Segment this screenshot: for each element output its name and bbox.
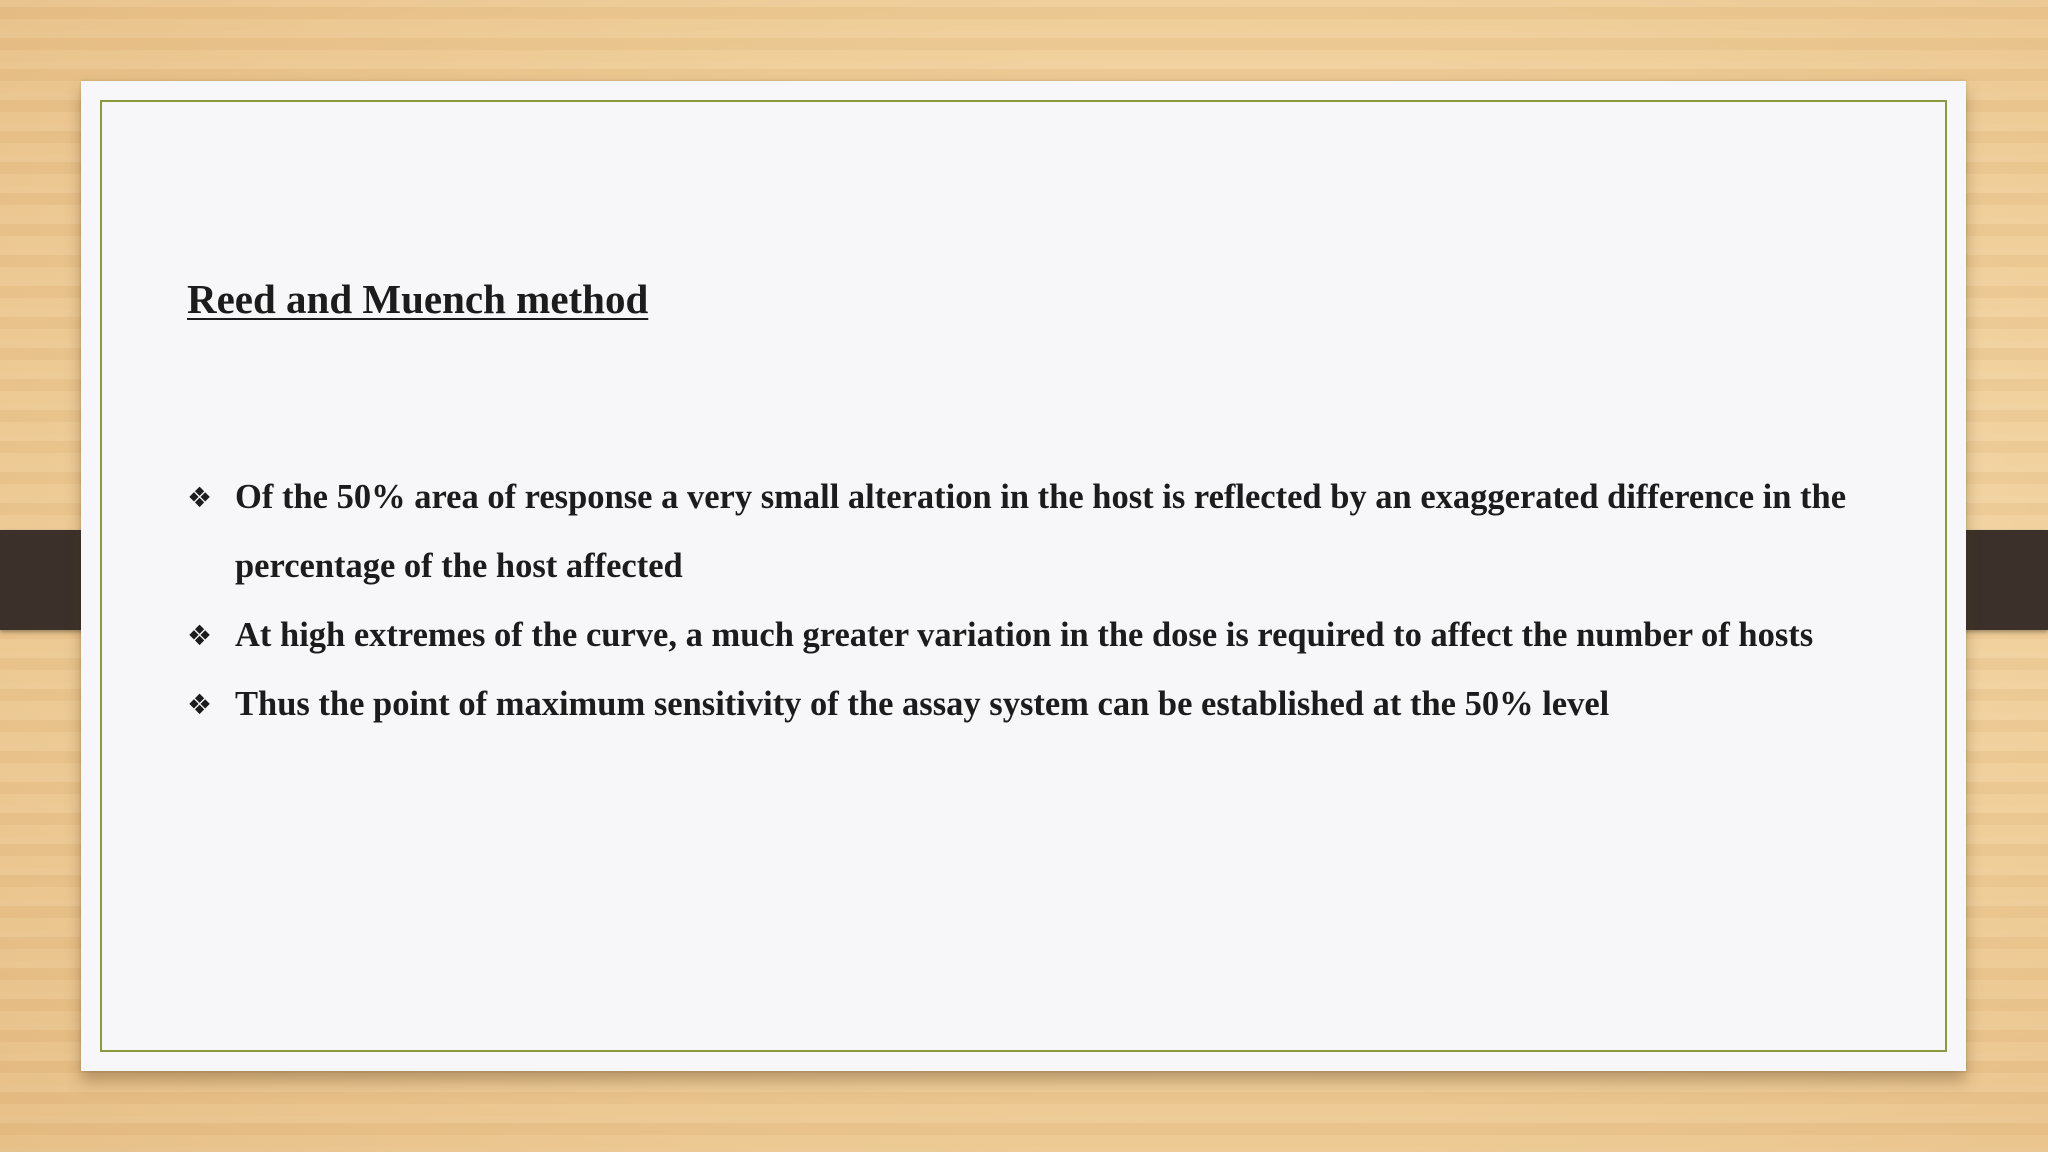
bullet-list <box>187 463 1887 739</box>
bullet-text: Thus the point of maximum sensitivity of the assay system can be established at the 50% level <box>235 685 1610 723</box>
bullet-item <box>187 670 1887 739</box>
diamond-bullet-icon: ❖ <box>187 688 213 721</box>
slide-card <box>81 81 1966 1071</box>
diamond-bullet-icon: ❖ <box>187 619 213 652</box>
diamond-bullet-icon: ❖ <box>187 481 213 514</box>
bullet-text: At high extremes of the curve, a much greater variation in the dose is required to affect the number of hosts <box>235 616 1814 654</box>
bullet-item <box>187 601 1887 670</box>
bullet-text: Of the 50% area of response a very small alteration in the host is reflected by an exaggerated difference in the percentage of the host affected <box>235 478 1847 585</box>
slide-title: Reed and Muench method <box>187 276 649 322</box>
bullet-item <box>187 463 1887 601</box>
